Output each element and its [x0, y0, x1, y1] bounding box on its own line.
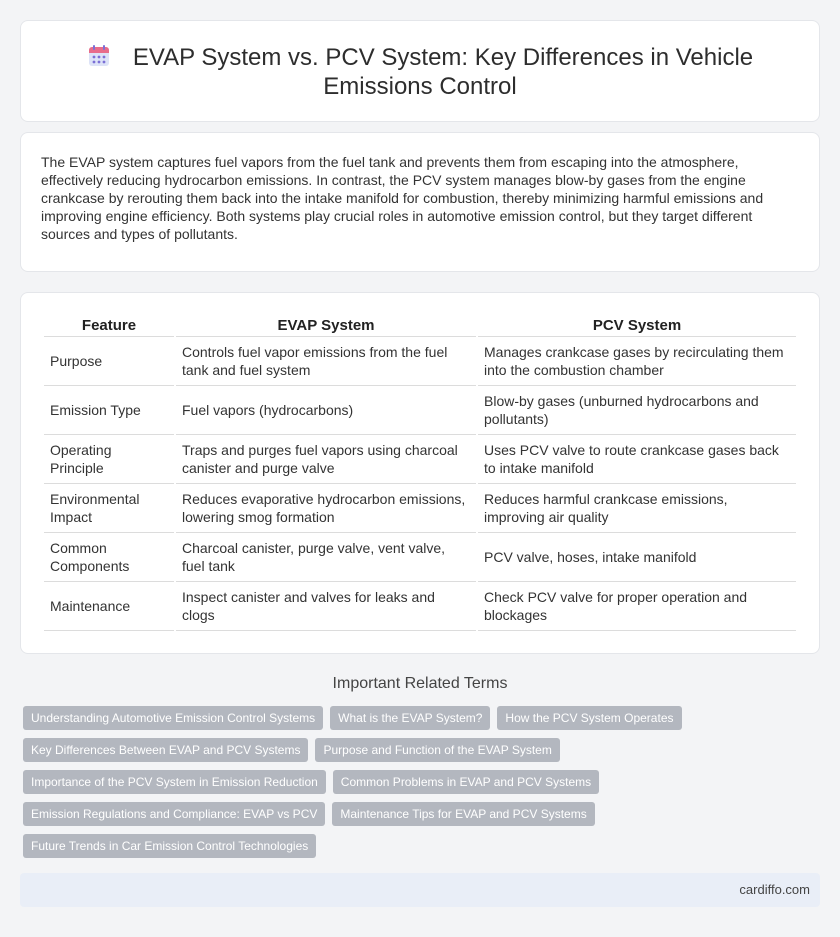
table-row — [44, 484, 796, 533]
related-terms-title: Important Related Terms — [332, 675, 508, 692]
cell-feature: Maintenance — [44, 582, 174, 631]
cell-feature: Emission Type — [44, 386, 174, 435]
cell-feature: Purpose — [44, 337, 174, 386]
page-title — [21, 43, 819, 101]
related-terms-list — [23, 706, 783, 866]
cell-evap: Charcoal canister, purge valve, vent valve, fuel tank — [176, 533, 476, 582]
related-term-link[interactable]: Common Problems in EVAP and PCV Systems — [333, 770, 599, 794]
comparison-table — [42, 315, 798, 631]
related-term-link[interactable]: Maintenance Tips for EVAP and PCV Systems — [332, 802, 594, 826]
title-card — [20, 20, 820, 122]
title-line-2: Emissions Control — [323, 73, 517, 100]
cell-pcv: Uses PCV valve to route crankcase gases back to intake manifold — [478, 435, 796, 484]
table-row — [44, 533, 796, 582]
cell-pcv: Check PCV valve for proper operation and blockages — [478, 582, 796, 631]
cell-evap: Inspect canister and valves for leaks and clogs — [176, 582, 476, 631]
title-line-1: EVAP System vs. PCV System: Key Differences in Vehicle — [132, 44, 754, 71]
intro-card — [20, 132, 820, 272]
related-term-link[interactable]: What is the EVAP System? — [330, 706, 490, 730]
cell-pcv: PCV valve, hoses, intake manifold — [478, 533, 796, 582]
header-feature: Feature — [44, 315, 174, 337]
table-row — [44, 337, 796, 386]
cell-feature: Common Components — [44, 533, 174, 582]
related-term-link[interactable]: Key Differences Between EVAP and PCV Systems — [23, 738, 308, 762]
comparison-card — [20, 292, 820, 654]
cell-evap: Traps and purges fuel vapors using charcoal canister and purge valve — [176, 435, 476, 484]
related-term-link[interactable]: How the PCV System Operates — [497, 706, 681, 730]
footer — [20, 873, 820, 907]
cell-evap: Controls fuel vapor emissions from the fuel tank and fuel system — [176, 337, 476, 386]
related-term-link[interactable]: Importance of the PCV System in Emission Reduction — [23, 770, 326, 794]
cell-feature: Operating Principle — [44, 435, 174, 484]
header-pcv: PCV System — [478, 315, 796, 337]
table-row — [44, 582, 796, 631]
table-row — [44, 386, 796, 435]
cell-evap: Fuel vapors (hydrocarbons) — [176, 386, 476, 435]
table-row — [44, 435, 796, 484]
related-term-link[interactable]: Future Trends in Car Emission Control Technologies — [23, 834, 316, 858]
cell-feature: Environmental Impact — [44, 484, 174, 533]
related-term-link[interactable]: Purpose and Function of the EVAP System — [315, 738, 559, 762]
intro-paragraph: The EVAP system captures fuel vapors from the fuel tank and prevents them from escaping into the atmosphere, effectively reducing hydrocarbon emissions. In contrast, the PCV system manages blow-by gases from the engine crankcase by rerouting them back into the intake manifold for combustion, thereby minimizing harmful emissions and improving engine efficiency. Both systems play crucial roles in automotive emission control, but they target different sources and types of pollutants. — [41, 154, 764, 242]
calendar-icon — [87, 44, 111, 68]
header-evap: EVAP System — [176, 315, 476, 337]
footer-site-link[interactable]: cardiffo.com — [739, 882, 810, 897]
related-term-link[interactable]: Emission Regulations and Compliance: EVAP vs PCV — [23, 802, 325, 826]
cell-pcv: Manages crankcase gases by recirculating them into the combustion chamber — [478, 337, 796, 386]
table-header-row — [44, 315, 796, 337]
cell-evap: Reduces evaporative hydrocarbon emissions, lowering smog formation — [176, 484, 476, 533]
cell-pcv: Reduces harmful crankcase emissions, improving air quality — [478, 484, 796, 533]
related-term-link[interactable]: Understanding Automotive Emission Control Systems — [23, 706, 323, 730]
cell-pcv: Blow-by gases (unburned hydrocarbons and pollutants) — [478, 386, 796, 435]
